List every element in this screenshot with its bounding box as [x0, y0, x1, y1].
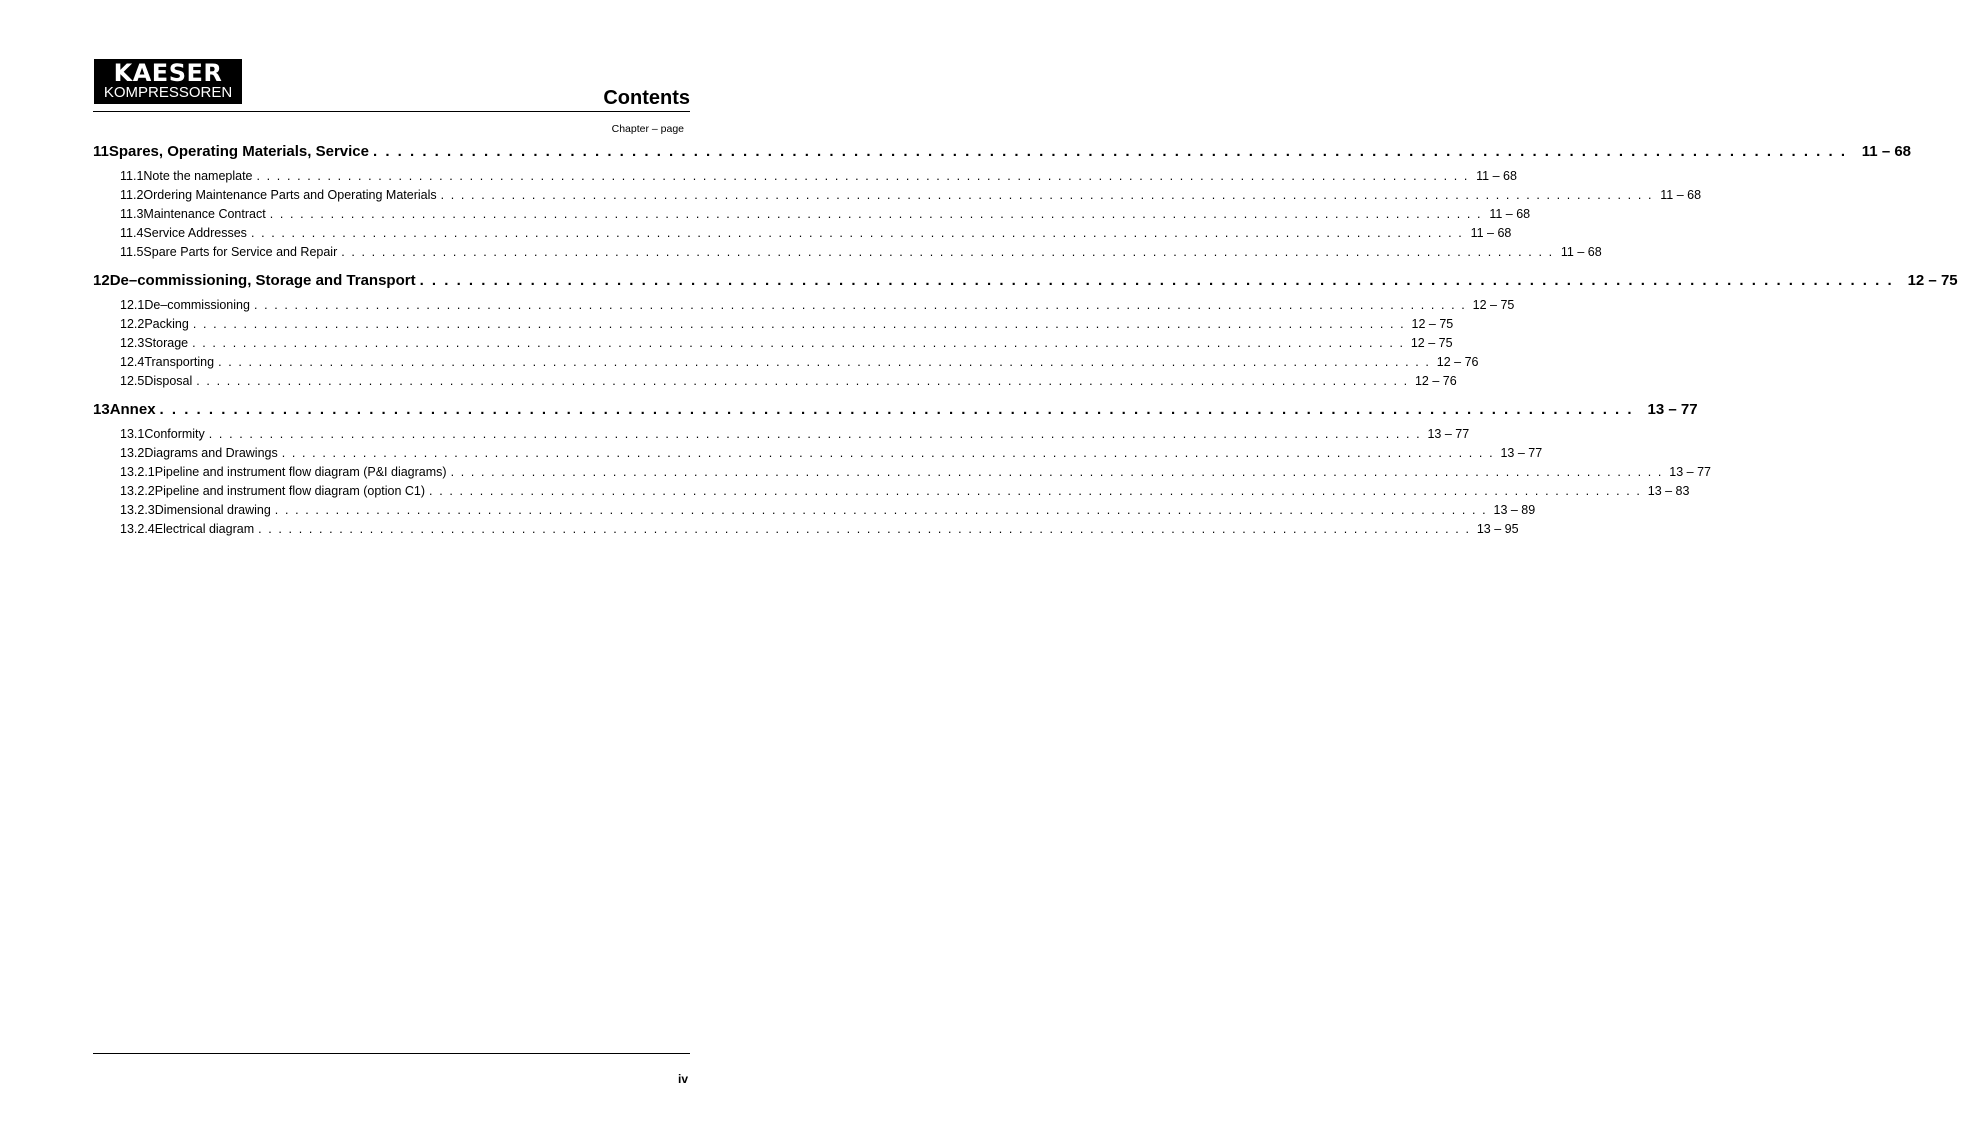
toc-section-page: 12 – 75: [1410, 336, 1453, 350]
toc-section-page: 12 – 76: [1436, 355, 1479, 369]
dot-leader: . . . . . . . . . . . . . . . . . . . . . . . . . . . . . . . . . . . . . . . . . . . . . . . . . . . . . . . . . . . . . . . . . . . . . . . . . . . . . . . . . . . . . . . . . . . . . . . . . . . . . . . . . . . . . . . . . . . . . . . .: [429, 484, 1642, 498]
toc-section-page: 13 – 77: [1669, 465, 1711, 479]
dot-leader: . . . . . . . . . . . . . . . . . . . . . . . . . . . . . . . . . . . . . . . . . . . . . . . . . . . . . . . . . . . . . . . . . . . . . . . . . . . . . . . . . . . . . . . . . . . . . . . . . . . . . . . . . . . . . . . . . . . . . . . .: [269, 207, 1483, 221]
toc-section-row[interactable]: [93, 245, 1602, 264]
toc-section-number: 13.2: [120, 446, 145, 460]
toc-chapter: [93, 143, 1912, 264]
dot-leader: . . . . . . . . . . . . . . . . . . . . . . . . . . . . . . . . . . . . . . . . . . . . . . . . . . . . . . . . . . . . . . . . . . . . . . . . . . . . . . . . . . . . . . . . . . . . . . . . . . . . . . . . . . . . . . . . . . . . . . . .: [450, 465, 1663, 479]
dot-leader: . . . . . . . . . . . . . . . . . . . . . . . . . . . . . . . . . . . . . . . . . . . . . . . . . . . . . . . . . . . . . . . . . . . . . . . . . . . . . . . . . . . . . . . . . . . . . . . . . . . . . . . . . . . . . . . . . . . . . . . .: [341, 245, 1554, 259]
toc-section-title: Service Addresses: [143, 226, 247, 240]
toc-section-page: 12 – 75: [1411, 317, 1454, 331]
toc-chapter-page: 11 – 68: [1861, 143, 1912, 160]
toc-section-number: 13.2.3: [120, 503, 155, 517]
dot-leader: . . . . . . . . . . . . . . . . . . . . . . . . . . . . . . . . . . . . . . . . . . . . . . . . . . . . . . . . . . . . . . . . . . . . . . . . . . . . . . . . . . . . . . . . . . . . . . . . . . . . . . . . . . . . . . . . . . . . . . . .: [208, 427, 1422, 441]
toc-section-title: Packing: [144, 317, 189, 331]
toc-section-title: Diagrams and Drawings: [144, 446, 278, 460]
toc-section-number: 11.2: [120, 188, 144, 202]
toc-section-number: 12.3: [120, 336, 145, 350]
toc-section-row[interactable]: [93, 336, 1453, 355]
toc-section-row[interactable]: [93, 188, 1702, 207]
dot-leader: . . . . . . . . . . . . . . . . . . . . . . . . . . . . . . . . . . . . . . . . . . . . . . . . . . . . . . . . . . . . . . . . . . . . . . . . . . . . . . . . . . . . . . . . . . . . . . . . . . . . . . . . . . . . . . . . . . . . . . . .: [281, 446, 1495, 460]
toc-section-title: De–commissioning: [144, 298, 250, 312]
toc-chapter-row[interactable]: [93, 272, 1958, 298]
toc-section-number: 11.5: [120, 245, 144, 259]
toc-section-number: 12.1: [120, 298, 145, 312]
table-of-contents: [93, 143, 1958, 549]
toc-section-page: 11 – 68: [1489, 207, 1531, 221]
toc-section-number: 11.4: [120, 226, 144, 240]
toc-section-page: 11 – 68: [1660, 188, 1702, 202]
toc-section-title: Disposal: [144, 374, 193, 388]
toc-section-page: 13 – 77: [1500, 446, 1543, 460]
toc-chapter-page: 13 – 77: [1647, 401, 1698, 418]
toc-section-row[interactable]: [93, 226, 1512, 245]
dot-leader: . . . . . . . . . . . . . . . . . . . . . . . . . . . . . . . . . . . . . . . . . . . . . . . . . . . . . . . . . . . . . . . . . . . . . . . . . . . . . . . . . . . . . . . . . . . . . . . . . . . . . . . . . . . . . . . . . . . . . . . .: [440, 188, 1654, 202]
logo-subtitle: KOMPRESSOREN: [103, 84, 233, 101]
toc-section-title: Electrical diagram: [154, 522, 255, 536]
toc-section-title: Ordering Maintenance Parts and Operating Materials: [143, 188, 437, 202]
toc-section-title: Spare Parts for Service and Repair: [143, 245, 338, 259]
toc-section-page: 13 – 77: [1427, 427, 1470, 441]
dot-leader: . . . . . . . . . . . . . . . . . . . . . . . . . . . . . . . . . . . . . . . . . . . . . . . . . . . . . . . . . . . . . . . . . . . . . . . . . . . . . . . . . . . . . . . . . . . . . . . . . . . . . . . . . . . . . . . . . . . . . . . .: [192, 336, 1405, 350]
dot-leader: . . . . . . . . . . . . . . . . . . . . . . . . . . . . . . . . . . . . . . . . . . . . . . . . . . . . . . . . . . . . . . . . . . . . . . . . . . . . . . . . . . . . . . . . . . . . . . . . . . . . . . . . . . . . . . . . . . . . . . . .: [256, 169, 1469, 183]
toc-section-row[interactable]: [93, 317, 1454, 336]
toc-section-title: Note the nameplate: [143, 169, 253, 183]
page-title: Contents: [603, 87, 690, 109]
toc-section-title: Storage: [144, 336, 189, 350]
toc-chapter-number: 11: [93, 143, 109, 160]
toc-chapter-page: 12 – 75: [1907, 272, 1958, 289]
toc-section-number: 12.5: [120, 374, 145, 388]
toc-section-title: Maintenance Contract: [143, 207, 266, 221]
toc-section-number: 13.2.1: [120, 465, 155, 479]
kaeser-logo: [94, 59, 242, 104]
toc-section-number: 12.2: [120, 317, 145, 331]
toc-section-page: 12 – 75: [1472, 298, 1515, 312]
toc-section-row[interactable]: [93, 465, 1711, 484]
chapter-page-label: Chapter – page: [611, 123, 684, 135]
toc-chapter-row[interactable]: [93, 401, 1698, 427]
toc-section-page: 12 – 76: [1414, 374, 1457, 388]
dot-leader: . . . . . . . . . . . . . . . . . . . . . . . . . . . . . . . . . . . . . . . . . . . . . . . . . . . . . . . . . . . . . . . . . . . . . . . . . . . . . . . . . . . . . . . . . . . . . . . . . . . . . . . . . . . . . . . . . . . . . . . .: [196, 374, 1409, 388]
toc-section-number: 11.3: [120, 207, 144, 221]
toc-chapter: [93, 272, 1958, 393]
toc-section-page: 11 – 68: [1476, 169, 1517, 183]
toc-section-number: 13.2.2: [120, 484, 155, 498]
toc-section-row[interactable]: [93, 446, 1543, 465]
dot-leader: . . . . . . . . . . . . . . . . . . . . . . . . . . . . . . . . . . . . . . . . . . . . . . . . . . . . . . . . . . . . . . . . . . . . . . . . . . . . . . . . . . . . . . . . . . . . . . . . . . . . . . . . . . . . . . . . . . . . . . . .: [419, 272, 1894, 289]
toc-section-number: 13.1: [120, 427, 145, 441]
toc-section-number: 12.4: [120, 355, 145, 369]
toc-section-title: Pipeline and instrument flow diagram (P&I diagrams): [154, 465, 447, 479]
toc-chapter-number: 12: [93, 272, 110, 289]
toc-chapter-title: Annex: [109, 401, 156, 418]
toc-section-title: Dimensional drawing: [154, 503, 271, 517]
toc-section-number: 11.1: [120, 169, 144, 183]
toc-section-row[interactable]: [93, 298, 1515, 317]
toc-section-title: Transporting: [144, 355, 215, 369]
toc-section-page: 13 – 89: [1493, 503, 1536, 517]
toc-section-title: Pipeline and instrument flow diagram (option C1): [154, 484, 426, 498]
toc-section-row[interactable]: [93, 503, 1536, 522]
header-divider: [93, 111, 690, 112]
toc-chapter-row[interactable]: [93, 143, 1912, 169]
dot-leader: . . . . . . . . . . . . . . . . . . . . . . . . . . . . . . . . . . . . . . . . . . . . . . . . . . . . . . . . . . . . . . . . . . . . . . . . . . . . . . . . . . . . . . . . . . . . . . . . . . . . . . . . . . . . . . . . . . . . . . . .: [192, 317, 1406, 331]
dot-leader: . . . . . . . . . . . . . . . . . . . . . . . . . . . . . . . . . . . . . . . . . . . . . . . . . . . . . . . . . . . . . . . . . . . . . . . . . . . . . . . . . . . . . . . . . . . . . . . . . . . . . . . . . . . . . . . . . . . . . . . .: [250, 226, 1464, 240]
toc-section-page: 13 – 95: [1476, 522, 1519, 536]
toc-section-number: 13.2.4: [120, 522, 155, 536]
toc-section-page: 11 – 68: [1470, 226, 1512, 240]
toc-chapter-title: Spares, Operating Materials, Service: [108, 143, 369, 160]
dot-leader: . . . . . . . . . . . . . . . . . . . . . . . . . . . . . . . . . . . . . . . . . . . . . . . . . . . . . . . . . . . . . . . . . . . . . . . . . . . . . . . . . . . . . . . . . . . . . . . . . . . . . . . . . . . . . . . . . . . . . . . .: [274, 503, 1488, 517]
toc-section-row[interactable]: [93, 169, 1517, 188]
toc-section-page: 11 – 68: [1560, 245, 1602, 259]
toc-section-row[interactable]: [93, 355, 1479, 374]
toc-chapter-number: 13: [93, 401, 110, 418]
toc-section-row[interactable]: [93, 484, 1690, 503]
dot-leader: . . . . . . . . . . . . . . . . . . . . . . . . . . . . . . . . . . . . . . . . . . . . . . . . . . . . . . . . . . . . . . . . . . . . . . . . . . . . . . . . . . . . . . . . . . . . . . . . . . . . . . . . . . . . . . . . . . . . . . . .: [253, 298, 1467, 312]
dot-leader: . . . . . . . . . . . . . . . . . . . . . . . . . . . . . . . . . . . . . . . . . . . . . . . . . . . . . . . . . . . . . . . . . . . . . . . . . . . . . . . . . . . . . . . . . . . . . . . . . . . . . . . . . . . . . . . . . . . . . . . .: [258, 522, 1471, 536]
footer-divider: [93, 1053, 690, 1054]
toc-section-title: Conformity: [144, 427, 205, 441]
toc-section-row[interactable]: [93, 207, 1531, 226]
toc-section-row[interactable]: [93, 522, 1519, 541]
dot-leader: . . . . . . . . . . . . . . . . . . . . . . . . . . . . . . . . . . . . . . . . . . . . . . . . . . . . . . . . . . . . . . . . . . . . . . . . . . . . . . . . . . . . . . . . . . . . . . . . . . . . . . . . . . . . . . . . . . . . . . . .: [159, 401, 1634, 418]
logo-brand-name: KAESER: [113, 59, 223, 87]
page-number: iv: [677, 1072, 688, 1086]
toc-section-page: 13 – 83: [1647, 484, 1690, 498]
dot-leader: . . . . . . . . . . . . . . . . . . . . . . . . . . . . . . . . . . . . . . . . . . . . . . . . . . . . . . . . . . . . . . . . . . . . . . . . . . . . . . . . . . . . . . . . . . . . . . . . . . . . . . . . . . . . . . . . . . . . . . . .: [372, 143, 1848, 160]
toc-section-row[interactable]: [93, 374, 1457, 393]
toc-chapter-title: De–commissioning, Storage and Transport: [109, 272, 416, 289]
dot-leader: . . . . . . . . . . . . . . . . . . . . . . . . . . . . . . . . . . . . . . . . . . . . . . . . . . . . . . . . . . . . . . . . . . . . . . . . . . . . . . . . . . . . . . . . . . . . . . . . . . . . . . . . . . . . . . . . . . . . . . . .: [218, 355, 1431, 369]
toc-chapter: [93, 401, 1711, 541]
toc-section-row[interactable]: [93, 427, 1470, 446]
